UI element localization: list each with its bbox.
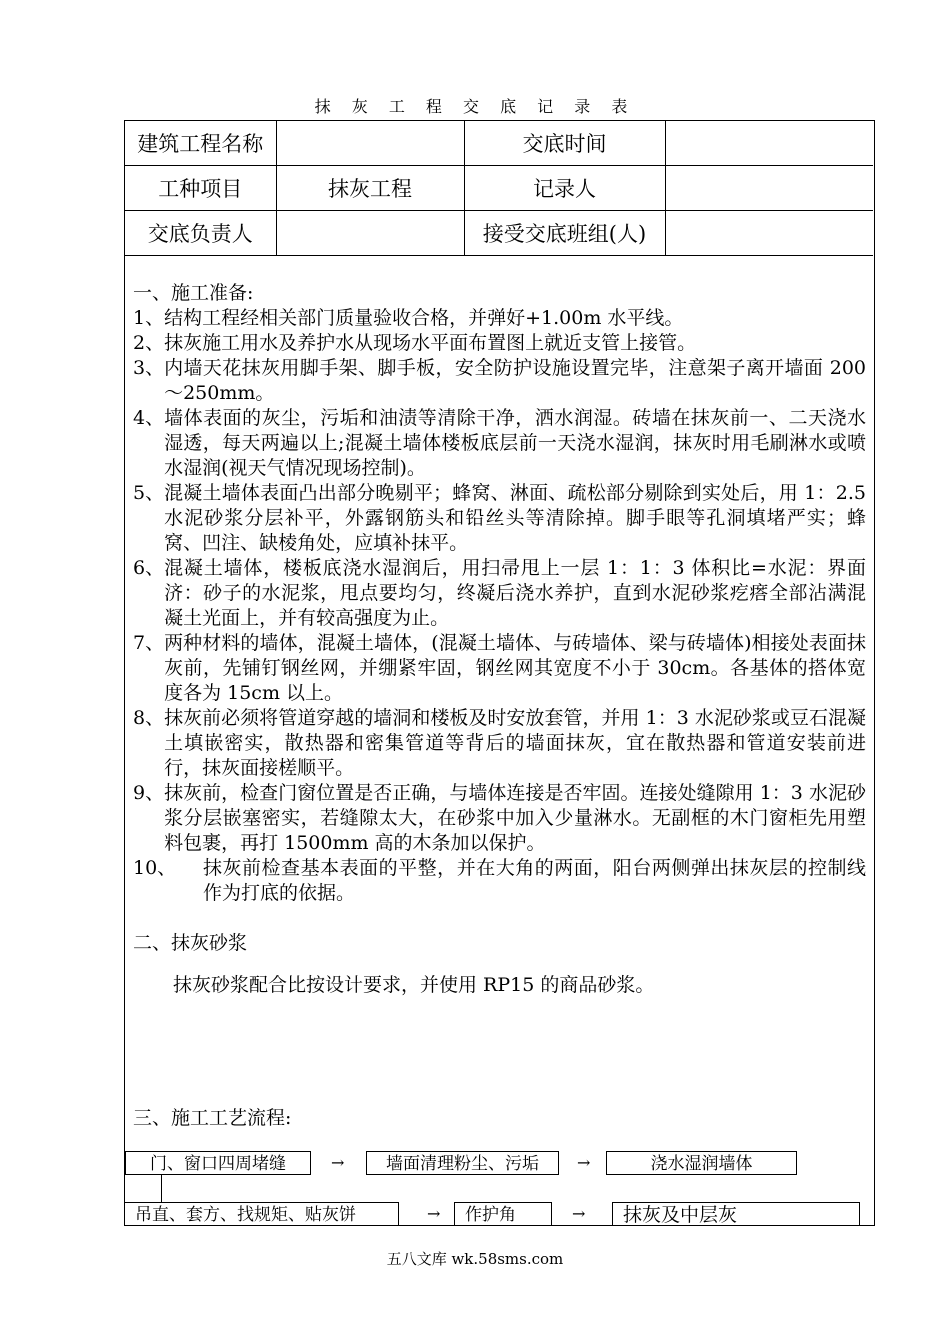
item-text: 混凝土墙体，楼板底浇水湿润后，用扫帚甩上一层 1：1：3 体积比=水泥：界面济：砂子的水泥浆，甩点要均匀，终凝后浇水养护，直到水泥砂浆疙瘩全部沾满混凝土光面上，并有较高强度为止。 <box>164 557 866 629</box>
prep-item <box>133 331 866 356</box>
item-text: 抹灰前，检查门窗位置是否正确，与墙体连接是否牢固。连接处缝隙用 1：3 水泥砂浆分层嵌塞密实，若缝隙太大，在砂浆中加入少量淋水。无副框的木门窗柜先用塑料包裹，再打 1500mm 高的木条加以保护。 <box>164 782 866 854</box>
label-receiving-team: 接受交底班组(人) <box>464 211 665 256</box>
flow-arrow: → <box>572 1204 586 1223</box>
value-work-type[interactable]: 抹灰工程 <box>276 166 464 211</box>
flow-step-corner-protection: 作护角 <box>454 1202 552 1226</box>
prep-item <box>133 356 866 406</box>
flow-arrow: → <box>427 1204 441 1223</box>
section-heading-preparation: 一、施工准备: <box>133 282 254 304</box>
value-recorder[interactable] <box>665 166 873 211</box>
label-project-name: 建筑工程名称 <box>125 121 276 166</box>
value-project-name[interactable] <box>276 121 464 166</box>
flow-step-clean-wall: 墙面清理粉尘、污垢 <box>366 1151 559 1175</box>
item-number: 9、 <box>133 782 165 804</box>
item-number: 8、 <box>133 707 165 729</box>
item-number: 2、 <box>133 332 165 354</box>
item-number: 6、 <box>133 557 165 579</box>
item-text: 混凝土墙体表面凸出部分晚剔平；蜂窝、淋面、疏松部分剔除到实处后，用 1：2.5 水泥砂浆分层补平，外露钢筋头和铅丝头等清除掉。脚手眼等孔洞填堵严实；蜂窝、凹注、缺棱角处，应填补抹平。 <box>164 482 866 554</box>
item-text: 墙体表面的灰尘，污垢和油渍等清除干净，洒水润湿。砖墙在抹灰前一、二天浇水湿透，每天两遍以上;混凝土墙体楼板底层前一天浇水湿润，抹灰时用毛刷淋水或喷水湿润(视天气情况现场控制)。 <box>164 407 866 479</box>
section-heading-mortar: 二、抹灰砂浆 <box>133 932 248 954</box>
prep-item <box>133 706 866 781</box>
prep-item <box>133 556 866 631</box>
item-text: 结构工程经相关部门质量验收合格，并弹好+1.00m 水平线。 <box>164 307 684 329</box>
label-handover-time: 交底时间 <box>464 121 665 166</box>
label-work-type: 工种项目 <box>125 166 276 211</box>
label-responsible-person: 交底负责人 <box>125 211 276 256</box>
item-text: 抹灰前必须将管道穿越的墙洞和楼板及时安放套管，并用 1：3 水泥砂浆或豆石混凝土填嵌密实，散热器和密集管道等背后的墙面抹灰，宜在散热器和管道安装前进行，抹灰面接槎顺平。 <box>164 707 866 779</box>
flow-step-wet-wall: 浇水湿润墙体 <box>606 1151 797 1175</box>
value-receiving-team[interactable] <box>665 211 873 256</box>
item-number: 7、 <box>133 632 165 654</box>
flow-step-plumb-and-level: 吊直、套方、找规矩、贴灰饼 <box>125 1202 399 1226</box>
item-number: 10、 <box>133 857 177 879</box>
header-row <box>125 211 873 256</box>
document-title: 抹 灰 工 程 交 底 记 录 表 <box>314 97 636 116</box>
item-number: 3、 <box>133 357 165 379</box>
item-text: 抹灰前检查基本表面的平整，并在大角的两面，阳台两侧弹出抹灰层的控制线作为打底的依据。 <box>203 857 866 904</box>
record-form <box>124 120 875 1226</box>
prep-item <box>133 306 866 331</box>
flow-step-plaster-middle-coat: 抹灰及中层灰 <box>612 1202 860 1226</box>
value-handover-time[interactable] <box>665 121 873 166</box>
item-text: 两种材料的墙体，混凝土墙体，(混凝土墙体、与砖墙体、梁与砖墙体)相接处表面抹灰前，先铺钉钢丝网，并绷紧牢固，钢丝网其宽度不小于 30cm。各基体的搭体宽度各为 15cm 以上。 <box>164 632 866 704</box>
handover-content <box>133 281 866 1131</box>
section-heading-process-flow: 三、施工工艺流程: <box>133 1107 292 1129</box>
prep-item <box>133 781 866 856</box>
footer-watermark: 五八文库 wk.58sms.com <box>386 1250 564 1268</box>
item-number: 4、 <box>133 407 165 429</box>
mortar-description: 抹灰砂浆配合比按设计要求，并使用 RP15 的商品砂浆。 <box>173 974 655 996</box>
flow-arrow: → <box>577 1153 591 1172</box>
prep-item <box>133 631 866 706</box>
prep-item <box>133 856 866 906</box>
item-number: 5、 <box>133 482 165 504</box>
header-row <box>125 166 873 211</box>
header-table <box>125 121 873 256</box>
flow-step-seal-openings: 门、窗口四周堵缝 <box>125 1151 311 1175</box>
prep-item <box>133 481 866 556</box>
label-recorder: 记录人 <box>464 166 665 211</box>
value-responsible-person[interactable] <box>276 211 464 256</box>
item-text: 内墙天花抹灰用脚手架、脚手板，安全防护设施设置完毕，注意架子离开墙面 200～250mm。 <box>164 357 866 404</box>
item-number: 1、 <box>133 307 165 329</box>
prep-item <box>133 406 866 481</box>
flow-arrow: → <box>331 1153 345 1172</box>
header-row <box>125 121 873 166</box>
item-text: 抹灰施工用水及养护水从现场水平面布置图上就近支管上接管。 <box>164 332 697 354</box>
